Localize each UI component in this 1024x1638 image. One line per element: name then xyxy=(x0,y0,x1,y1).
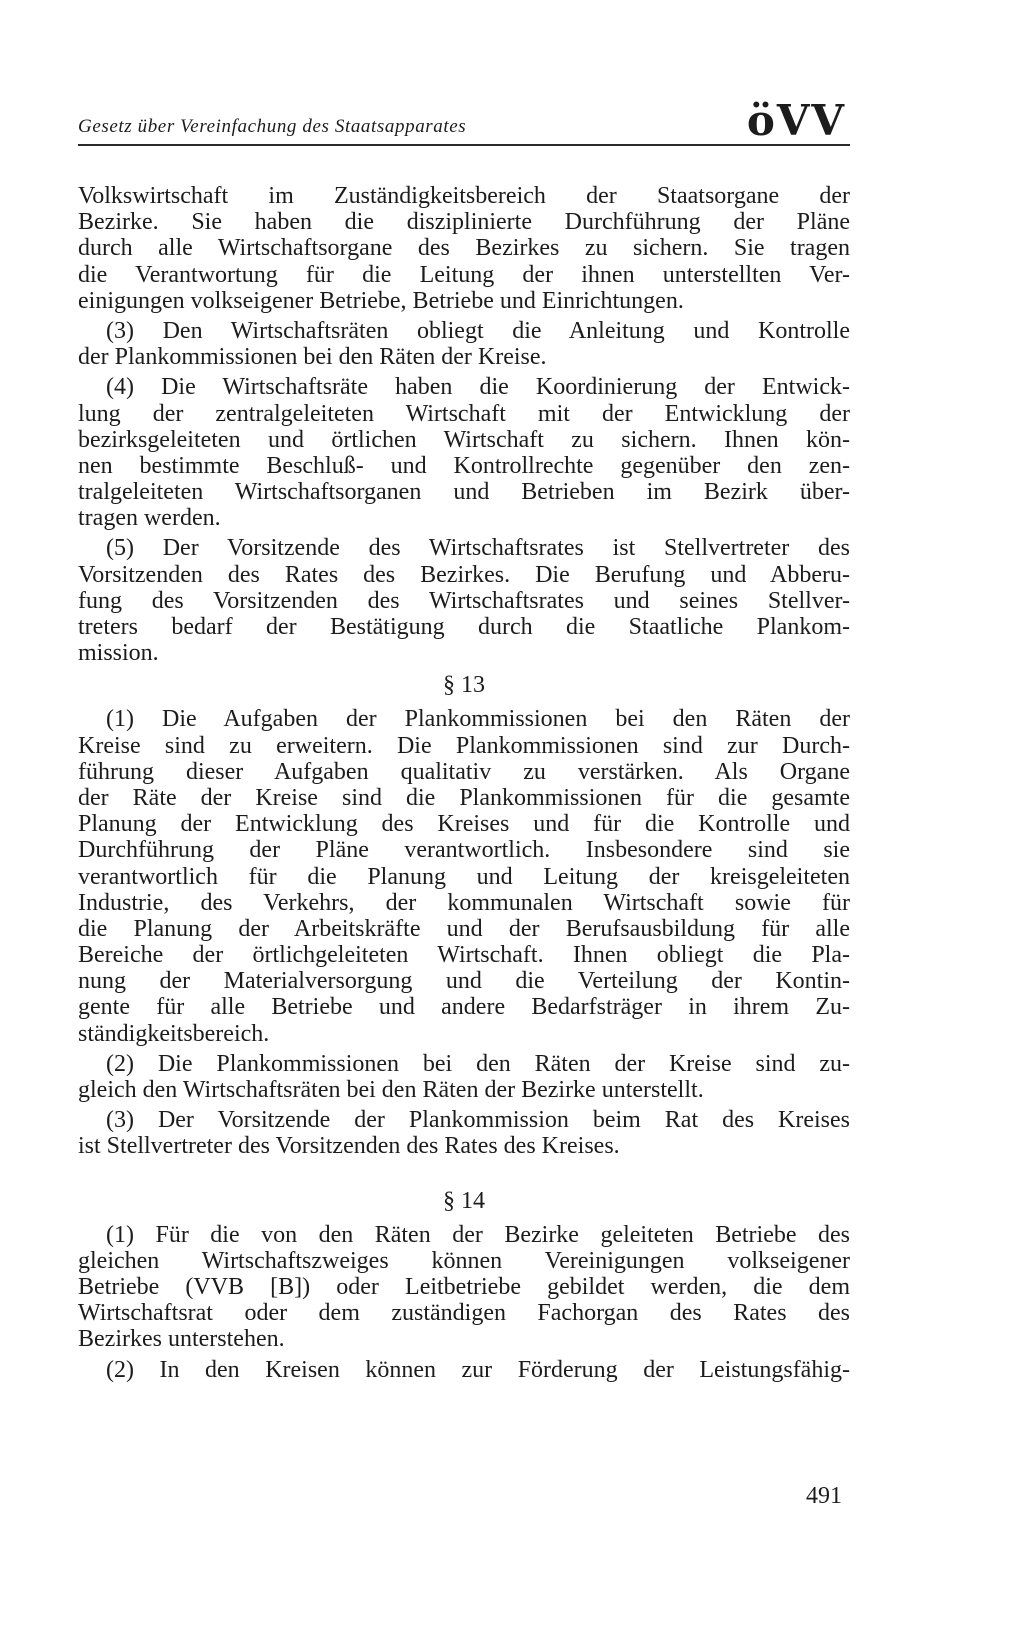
text-line: der Räte der Kreise sind die Plankommissionen für die gesamte xyxy=(78,784,850,811)
text-line: Planung der Entwicklung des Kreises und für die Kontrolle und xyxy=(78,811,850,838)
document-page xyxy=(78,0,850,1638)
publisher-logo: öVV xyxy=(746,96,846,145)
page-header xyxy=(78,92,850,146)
text-line: gleichen Wirtschaftszweiges können Vereinigungen volkseigener xyxy=(78,1247,850,1274)
text-line: ist Stellvertreter des Vorsitzenden des Rates des Kreises. xyxy=(78,1133,620,1160)
section-heading-13: § 13 xyxy=(443,672,485,699)
s14-paragraph-2-line: (2) In den Kreisen können zur Förderung der Leistungsfähig- xyxy=(106,1356,850,1383)
body-text xyxy=(78,183,850,1383)
text-line: tralgeleiteten Wirtschaftsorganen und Betrieben im Bezirk über- xyxy=(78,479,850,506)
text-line: gente für alle Betriebe und andere Bedarfsträger in ihrem Zu- xyxy=(78,994,850,1021)
text-line: ständigkeitsbereich. xyxy=(78,1020,270,1047)
text-line: treters bedarf der Bestätigung durch die Staatliche Plankom- xyxy=(78,614,850,640)
text-line: tragen werden. xyxy=(78,505,221,532)
s13-paragraph-2-line: (2) Die Plankommissionen bei den Räten der Kreise sind zu- xyxy=(106,1050,850,1077)
text-line: Bezirkes unterstehen. xyxy=(78,1326,285,1353)
running-title: Gesetz über Vereinfachung des Staatsapparates xyxy=(78,116,467,137)
text-line: der Plankommissionen bei den Räten der Kreise. xyxy=(78,344,547,371)
text-line: bezirksgeleiteten und örtlichen Wirtschaft zu sichern. Ihnen kön- xyxy=(78,426,850,453)
text-line: Kreise sind zu erweitern. Die Plankommissionen sind zur Durch- xyxy=(78,732,850,759)
text-line: einigungen volkseigener Betriebe, Betriebe und Einrichtungen. xyxy=(78,287,684,314)
text-line: verantwortlich für die Planung und Leitung der kreisgeleiteten xyxy=(78,863,850,890)
page-number: 491 xyxy=(806,1483,842,1509)
s14-paragraph-1-line: (1) Für die von den Räten der Bezirke geleiteten Betriebe des xyxy=(106,1221,850,1248)
text-line: Betriebe (VVB [B]) oder Leitbetriebe gebildet werden, die dem xyxy=(78,1273,850,1300)
s13-paragraph-1-line: (1) Die Aufgaben der Plankommissionen bei den Räten der xyxy=(106,706,850,733)
text-line: nung der Materialversorgung und die Verteilung der Kontin- xyxy=(78,968,850,995)
text-line: Industrie, des Verkehrs, der kommunalen Wirtschaft sowie für xyxy=(78,889,850,916)
paragraph-3-line: (3) Den Wirtschaftsräten obliegt die Anleitung und Kontrolle xyxy=(106,317,850,344)
text-line: Bereiche der örtlichgeleiteten Wirtschaft. Ihnen obliegt die Pla- xyxy=(78,942,850,969)
text-line: Vorsitzenden des Rates des Bezirkes. Die Berufung und Abberu- xyxy=(78,561,850,588)
text-line: mission. xyxy=(78,640,159,667)
text-line: Durchführung der Pläne verantwortlich. Insbesondere sind sie xyxy=(78,837,850,864)
text-line: die Planung der Arbeitskräfte und der Berufsausbildung für alle xyxy=(78,915,850,942)
text-line: fung des Vorsitzenden des Wirtschaftsrates und seines Stellver- xyxy=(78,587,850,614)
text-line: Wirtschaftsrat oder dem zuständigen Fachorgan des Rates des xyxy=(78,1300,850,1327)
s13-paragraph-3-line: (3) Der Vorsitzende der Plankommission beim Rat des Kreises xyxy=(106,1107,850,1134)
text-line: gleich den Wirtschaftsräten bei den Räten der Bezirke unterstellt. xyxy=(78,1077,704,1103)
text-line: durch alle Wirtschaftsorgane des Bezirkes zu sichern. Sie tragen xyxy=(78,235,850,262)
text-line: Bezirke. Sie haben die disziplinierte Durchführung der Pläne xyxy=(78,209,850,236)
text-line: lung der zentralgeleiteten Wirtschaft mit der Entwicklung der xyxy=(78,400,850,427)
text-line: die Verantwortung für die Leitung der ihnen unterstellten Ver- xyxy=(78,261,850,288)
text-line: führung dieser Aufgaben qualitativ zu verstärken. Als Organe xyxy=(78,758,850,785)
text-line: nen bestimmte Beschluß- und Kontrollrechte gegenüber den zen- xyxy=(78,452,850,479)
paragraph-4-line: (4) Die Wirtschaftsräte haben die Koordinierung der Entwick- xyxy=(106,374,850,401)
section-heading-14: § 14 xyxy=(443,1187,485,1214)
text-line: Volkswirtschaft im Zuständigkeitsbereich der Staatsorgane der xyxy=(78,183,850,209)
paragraph-5-line: (5) Der Vorsitzende des Wirtschaftsrates ist Stellvertreter des xyxy=(106,535,850,562)
